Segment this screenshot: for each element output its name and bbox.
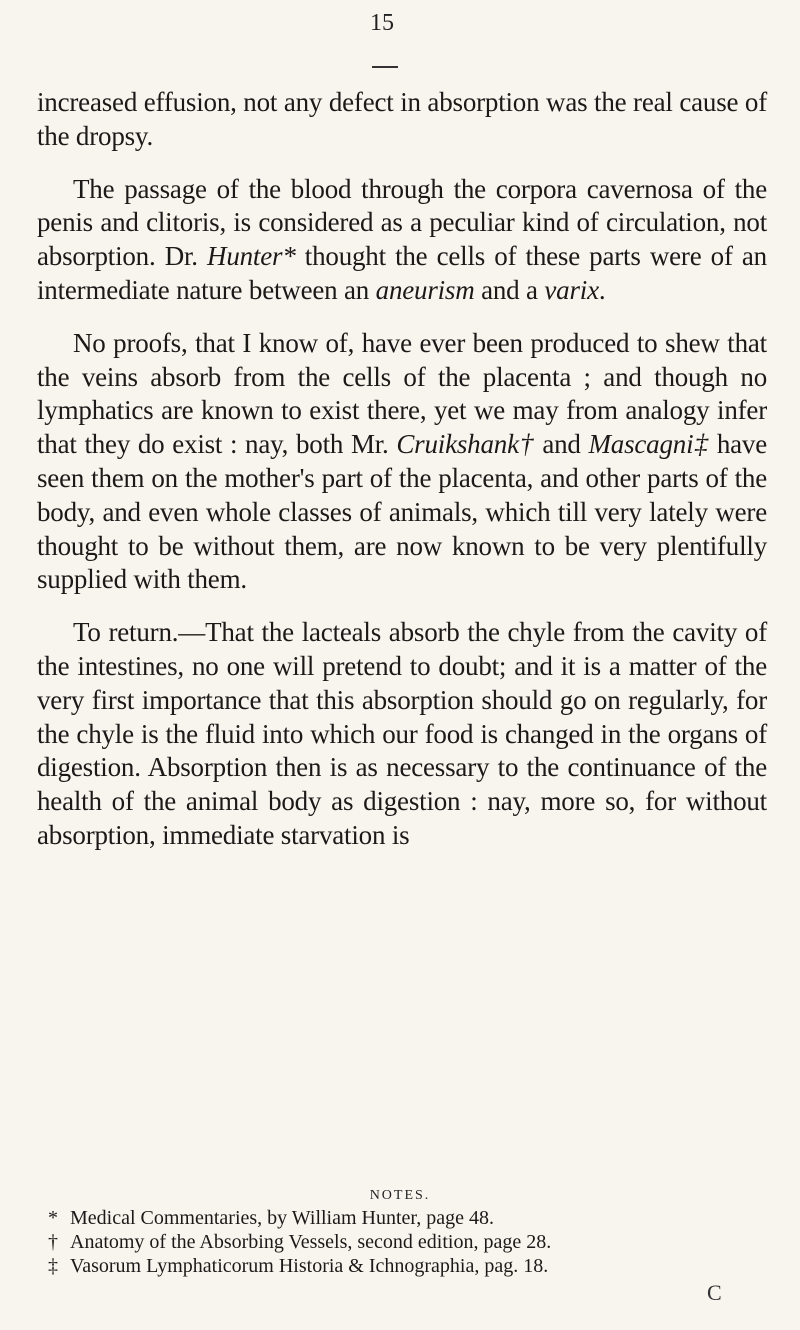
paragraph <box>37 86 767 154</box>
text-run: and <box>534 429 589 460</box>
catchword: C <box>707 1280 722 1305</box>
footnote-text: Vasorum Lymphaticorum Historia & Ichnographia, pag. 18. <box>70 1255 549 1277</box>
italic-text: Cruikshank† <box>396 429 535 460</box>
body-text <box>37 86 767 872</box>
footnote-text: Anatomy of the Absorbing Vessels, second edition, page 28. <box>70 1231 552 1253</box>
text-run: thought the cells of these parts were of an intermediate nature between an <box>37 241 767 305</box>
footnote <box>48 1254 768 1278</box>
footnote-mark: † <box>48 1231 58 1253</box>
footnotes <box>48 1206 768 1278</box>
footnote <box>48 1230 768 1254</box>
text-run: The passage of the blood through the corpora cavernosa of the penis and clitoris, is considered as a peculiar kind of circulation, not absorption. Dr. <box>37 173 767 272</box>
italic-text: aneurism <box>375 274 475 305</box>
italic-text: Hunter* <box>207 241 296 272</box>
footnote-text: Medical Commentaries, by William Hunter, page 48. <box>70 1207 495 1229</box>
text-run: To return.—That the lacteals absorb the chyle from the cavity of the intestines, no one will pretend to doubt; and it is a matter of the very first importance that this absorption should go on regularly, for the chyle is the fluid into which our food is changed in the organs of digestion. Absorption then is as necessary to the continuance of the health of the animal body as digestion : nay, more so, for without absorption, immediate starvation is <box>37 617 767 850</box>
notes-heading: NOTES. <box>369 1188 431 1203</box>
paragraph <box>37 327 767 597</box>
text-run: . <box>598 274 606 305</box>
paragraph <box>37 173 767 308</box>
footnote-mark: ‡ <box>48 1255 58 1277</box>
footnote-mark: * <box>48 1207 58 1229</box>
italic-text: varix <box>544 274 599 305</box>
italic-text: Mascagni‡ <box>588 429 710 460</box>
text-run: have seen them on the mother's part of the placenta, and other parts of the body, and even whole classes of animals, which till very lately were thought to be without them, are now known to be very plentifully supplied with them. <box>37 429 768 595</box>
page-number: 15 <box>370 10 394 36</box>
paragraph <box>37 616 767 853</box>
text-run: No proofs, that I know of, have ever been produced to shew that the veins absorb from the cells of the placenta ; and though no lymphatics are known to exist there, yet we may from analogy infer that they do exist : nay, both Mr. <box>37 327 767 460</box>
header-rule <box>372 66 398 68</box>
text-run: increased effusion, not any defect in absorption was the real cause of the dropsy. <box>37 87 767 151</box>
text-run: and a <box>474 274 545 305</box>
footnote <box>48 1206 768 1230</box>
